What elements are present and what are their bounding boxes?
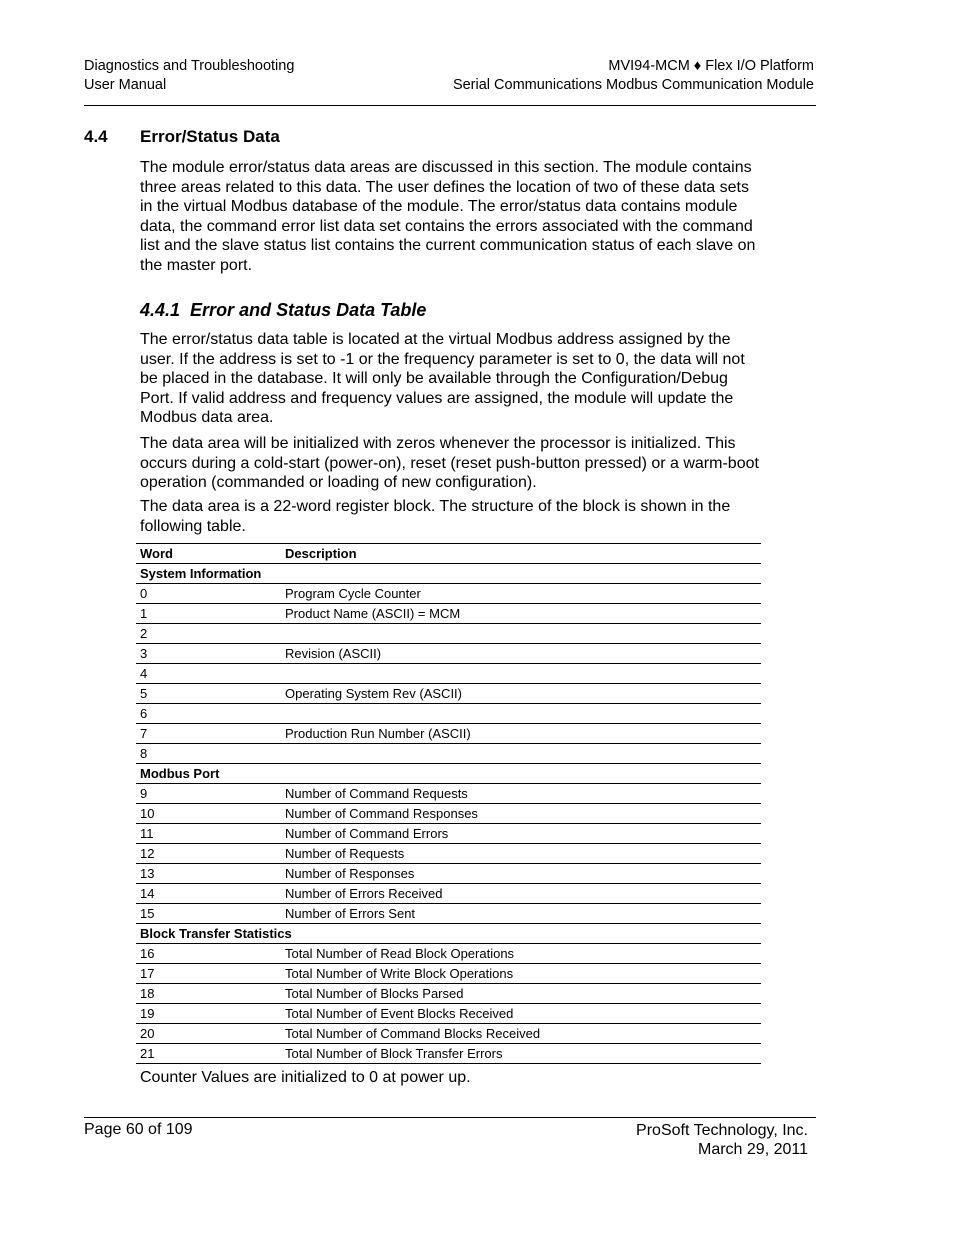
table-section-row: [136, 924, 761, 944]
table-cell-description: [281, 664, 761, 684]
table-section-row: [136, 764, 761, 784]
table-cell-description: Product Name (ASCII) = MCM: [281, 604, 761, 624]
paragraph-block: The data area is a 22-word register block. The structure of the block is shown in the following table.: [140, 498, 731, 535]
table-row: [136, 844, 761, 864]
table-cell-word: 7: [136, 724, 281, 744]
table-cell-word: 18: [136, 984, 281, 1004]
table-row: [136, 604, 761, 624]
section-title: Error/Status Data: [140, 127, 280, 146]
footer-right: [636, 1121, 808, 1159]
header-left: [84, 57, 294, 95]
column-header-word: Word: [136, 544, 281, 564]
table-cell-word: 19: [136, 1004, 281, 1024]
header-module: Serial Communications Modbus Communication Module: [452, 77, 814, 93]
paragraph-address: The error/status data table is located at the virtual Modbus address assigned by the user. If the address is set to -1 or the frequency parameter is set to 0, the data will not be placed in the database. It will only be available through the Configuration/Debug Port. If valid address and frequency values are assigned, the module will update the Modbus data area.: [140, 331, 745, 427]
header-product: MVI94-MCM ♦ Flex I/O Platform: [608, 58, 814, 74]
table-cell-description: Number of Command Responses: [281, 804, 761, 824]
table-section-row: [136, 564, 761, 584]
section-number: 4.4: [84, 127, 108, 146]
table-cell-description: Production Run Number (ASCII): [281, 724, 761, 744]
table-cell-word: 9: [136, 784, 281, 804]
table-section-label: System Information: [136, 564, 761, 584]
table-cell-word: 12: [136, 844, 281, 864]
table-cell-word: 3: [136, 644, 281, 664]
header-manual: User Manual: [84, 77, 167, 93]
table-section-label: Modbus Port: [136, 764, 761, 784]
table-cell-description: Number of Errors Sent: [281, 904, 761, 924]
header-chapter: Diagnostics and Troubleshooting: [84, 58, 295, 74]
table-cell-word: 8: [136, 744, 281, 764]
intro-paragraph: The module error/status data areas are discussed in this section. The module contains three areas related to this data. The user defines the location of two of these data sets in the virtual Modbus database of the module. The error/status data contains module data, the command error list data set contains the errors associated with the command list and the slave status list contains the current communication status of each slave on the master port.: [140, 159, 756, 274]
table-row: [136, 824, 761, 844]
table-cell-description: Total Number of Blocks Parsed: [281, 984, 761, 1004]
table-cell-description: Total Number of Command Blocks Received: [281, 1024, 761, 1044]
table-row: [136, 1044, 761, 1064]
table-section-label: Block Transfer Statistics: [136, 924, 761, 944]
table-cell-word: 15: [136, 904, 281, 924]
column-header-description: Description: [281, 544, 761, 564]
subsection-title: Error and Status Data Table: [190, 300, 427, 320]
table-row: [136, 724, 761, 744]
table-row: [136, 704, 761, 724]
table-row: [136, 944, 761, 964]
table-row: [136, 904, 761, 924]
table-cell-description: Number of Command Errors: [281, 824, 761, 844]
table-cell-word: 2: [136, 624, 281, 644]
table-header-row: [136, 544, 761, 564]
table-cell-description: [281, 704, 761, 724]
header-right: [453, 57, 814, 95]
subsection-number: 4.4.1: [140, 300, 181, 320]
table-row: [136, 684, 761, 704]
table-row: [136, 864, 761, 884]
paragraph-initialization: The data area will be initialized with zeros whenever the processor is initialized. This occurs during a cold-start (power-on), reset (reset push-button pressed) or a warm-boot operation (commanded or loading of new configuration).: [140, 435, 759, 492]
table-cell-word: 1: [136, 604, 281, 624]
table-cell-word: 0: [136, 584, 281, 604]
page-number: Page 60 of 109: [84, 1121, 193, 1138]
table-cell-description: Total Number of Read Block Operations: [281, 944, 761, 964]
table-cell-description: Number of Errors Received: [281, 884, 761, 904]
subsection-heading: [140, 300, 426, 321]
table-cell-word: 14: [136, 884, 281, 904]
table-row: [136, 624, 761, 644]
table-cell-description: Total Number of Write Block Operations: [281, 964, 761, 984]
table-cell-word: 13: [136, 864, 281, 884]
table-row: [136, 964, 761, 984]
table-cell-description: [281, 624, 761, 644]
footer-divider: [84, 1117, 816, 1118]
table-cell-word: 5: [136, 684, 281, 704]
table-cell-description: Total Number of Block Transfer Errors: [281, 1044, 761, 1064]
table-row: [136, 984, 761, 1004]
table-cell-word: 11: [136, 824, 281, 844]
table-row: [136, 1004, 761, 1024]
table-row: [136, 784, 761, 804]
status-data-table: [136, 543, 761, 1064]
table-cell-word: 4: [136, 664, 281, 684]
table-cell-description: Revision (ASCII): [281, 644, 761, 664]
table-cell-word: 10: [136, 804, 281, 824]
table-row: [136, 744, 761, 764]
company-name: ProSoft Technology, Inc.: [636, 1122, 808, 1139]
table-body: [136, 564, 761, 1064]
table-cell-description: Program Cycle Counter: [281, 584, 761, 604]
table-cell-description: Total Number of Event Blocks Received: [281, 1004, 761, 1024]
table-row: [136, 804, 761, 824]
publication-date: March 29, 2011: [698, 1141, 808, 1158]
table-cell-word: 17: [136, 964, 281, 984]
table-cell-word: 6: [136, 704, 281, 724]
table-row: [136, 584, 761, 604]
table-row: [136, 884, 761, 904]
counter-note: Counter Values are initialized to 0 at power up.: [140, 1069, 471, 1086]
table-cell-description: Number of Responses: [281, 864, 761, 884]
header-divider: [84, 105, 816, 106]
table-row: [136, 664, 761, 684]
table-cell-word: 16: [136, 944, 281, 964]
table-cell-word: 21: [136, 1044, 281, 1064]
table-cell-description: [281, 744, 761, 764]
table-cell-description: Operating System Rev (ASCII): [281, 684, 761, 704]
table-row: [136, 1024, 761, 1044]
table-cell-word: 20: [136, 1024, 281, 1044]
table-row: [136, 644, 761, 664]
table-cell-description: Number of Requests: [281, 844, 761, 864]
table-cell-description: Number of Command Requests: [281, 784, 761, 804]
